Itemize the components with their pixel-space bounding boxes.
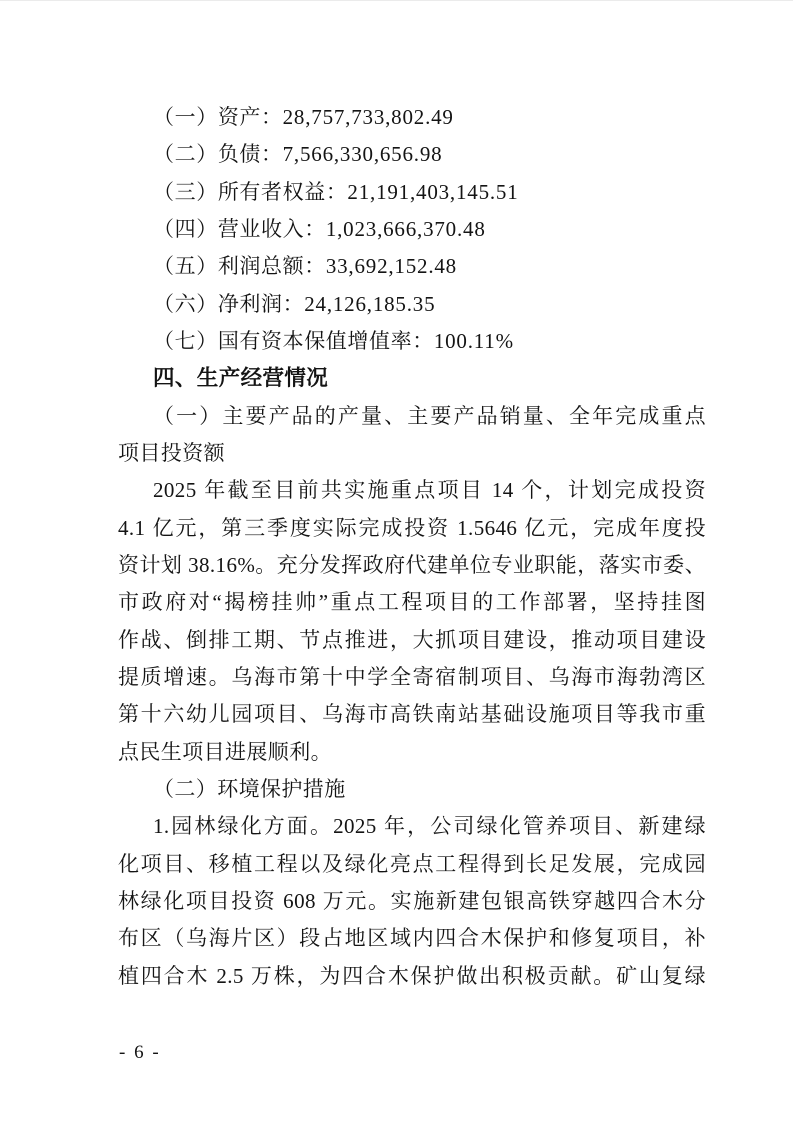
subsection-heading-line: 项目投资额 bbox=[118, 440, 225, 465]
paragraph-line: 提质增速。乌海市第十中学全寄宿制项目、乌海市海勃湾区 bbox=[118, 664, 706, 689]
financial-item-line bbox=[118, 286, 706, 323]
item-value: 1,023,666,370.48 bbox=[325, 216, 486, 241]
paragraph-2 bbox=[118, 808, 706, 995]
item-colon: ： bbox=[304, 216, 326, 241]
item-colon: ： bbox=[261, 105, 283, 129]
subsection-heading-line: （一）主要产品的产量、主要产品销量、全年完成重点 bbox=[153, 403, 706, 428]
item-colon: ： bbox=[325, 179, 348, 204]
paragraph-line: 布区（乌海片区）段占地区域内四合木保护和修复项目，补 bbox=[118, 926, 706, 951]
paragraph-line: 资计划 38.16%。充分发挥政府代建单位专业职能，落实市委、 bbox=[118, 552, 706, 577]
item-colon: ： bbox=[261, 142, 283, 167]
item-label: 资产 bbox=[217, 105, 262, 129]
page-number: - 6 - bbox=[119, 1042, 161, 1063]
item-value: 24,126,185.35 bbox=[304, 291, 436, 316]
item-number: （二） bbox=[153, 142, 218, 167]
subsection-2-heading bbox=[118, 771, 706, 808]
financial-item-line bbox=[118, 248, 706, 285]
item-label: 负债 bbox=[217, 142, 262, 167]
paragraph-1 bbox=[118, 472, 706, 771]
paragraph-line: 化项目、移植工程以及绿化亮点工程得到长足发展，完成园 bbox=[118, 851, 706, 876]
financial-item-line bbox=[118, 174, 706, 211]
financial-items-list bbox=[118, 99, 706, 360]
paragraph-line: 1.园林绿化方面。2025 年，公司绿化管养项目、新建绿 bbox=[153, 814, 706, 839]
item-number: （一） bbox=[153, 105, 218, 129]
item-colon: ： bbox=[282, 291, 305, 316]
item-number: （七） bbox=[153, 328, 218, 353]
item-number: （四） bbox=[153, 216, 218, 241]
financial-item-line bbox=[118, 99, 706, 136]
section-heading: 四、生产经营情况 bbox=[153, 366, 329, 391]
financial-item-line bbox=[118, 136, 706, 173]
item-value: 7,566,330,656.98 bbox=[282, 142, 443, 167]
item-number: （三） bbox=[153, 179, 218, 204]
subsection-1-heading bbox=[118, 398, 706, 473]
item-value: 100.11% bbox=[433, 328, 514, 353]
paragraph-line: 点民生项目进展顺利。 bbox=[118, 739, 332, 764]
paragraph-line: 作战、倒排工期、节点推进，大抓项目建设，推动项目建设 bbox=[118, 627, 706, 652]
paragraph-line: 植四合木 2.5 万株，为四合木保护做出积极贡献。矿山复绿 bbox=[118, 963, 706, 988]
financial-item-line bbox=[118, 211, 706, 248]
page-body bbox=[118, 99, 706, 995]
subsection-heading-line: （二）环境保护措施 bbox=[153, 776, 346, 801]
item-colon: ： bbox=[304, 254, 326, 279]
item-label: 国有资本保值增值率 bbox=[217, 328, 413, 353]
paragraph-line: 林绿化项目投资 608 万元。实施新建包银高铁穿越四合木分 bbox=[118, 888, 706, 913]
item-label: 营业收入 bbox=[217, 216, 305, 241]
paragraph-line: 2025 年截至目前共实施重点项目 14 个，计划完成投资 bbox=[153, 478, 706, 503]
item-number: （六） bbox=[153, 291, 218, 316]
item-colon: ： bbox=[412, 328, 434, 353]
item-label: 所有者权益 bbox=[217, 179, 326, 204]
item-label: 净利润 bbox=[217, 291, 283, 316]
item-value: 21,191,403,145.51 bbox=[347, 179, 519, 204]
paragraph-line: 4.1 亿元，第三季度实际完成投资 1.5646 亿元，完成年度投 bbox=[118, 515, 706, 540]
item-value: 28,757,733,802.49 bbox=[282, 105, 454, 129]
paragraph-line: 第十六幼儿园项目、乌海市高铁南站基础设施项目等我市重 bbox=[118, 702, 706, 727]
financial-item-line bbox=[118, 323, 706, 360]
item-label: 利润总额 bbox=[217, 254, 305, 279]
item-number: （五） bbox=[153, 254, 218, 279]
item-value: 33,692,152.48 bbox=[325, 254, 457, 279]
paragraph-line: 市政府对“揭榜挂帅”重点工程项目的工作部署，坚持挂图 bbox=[118, 590, 706, 615]
